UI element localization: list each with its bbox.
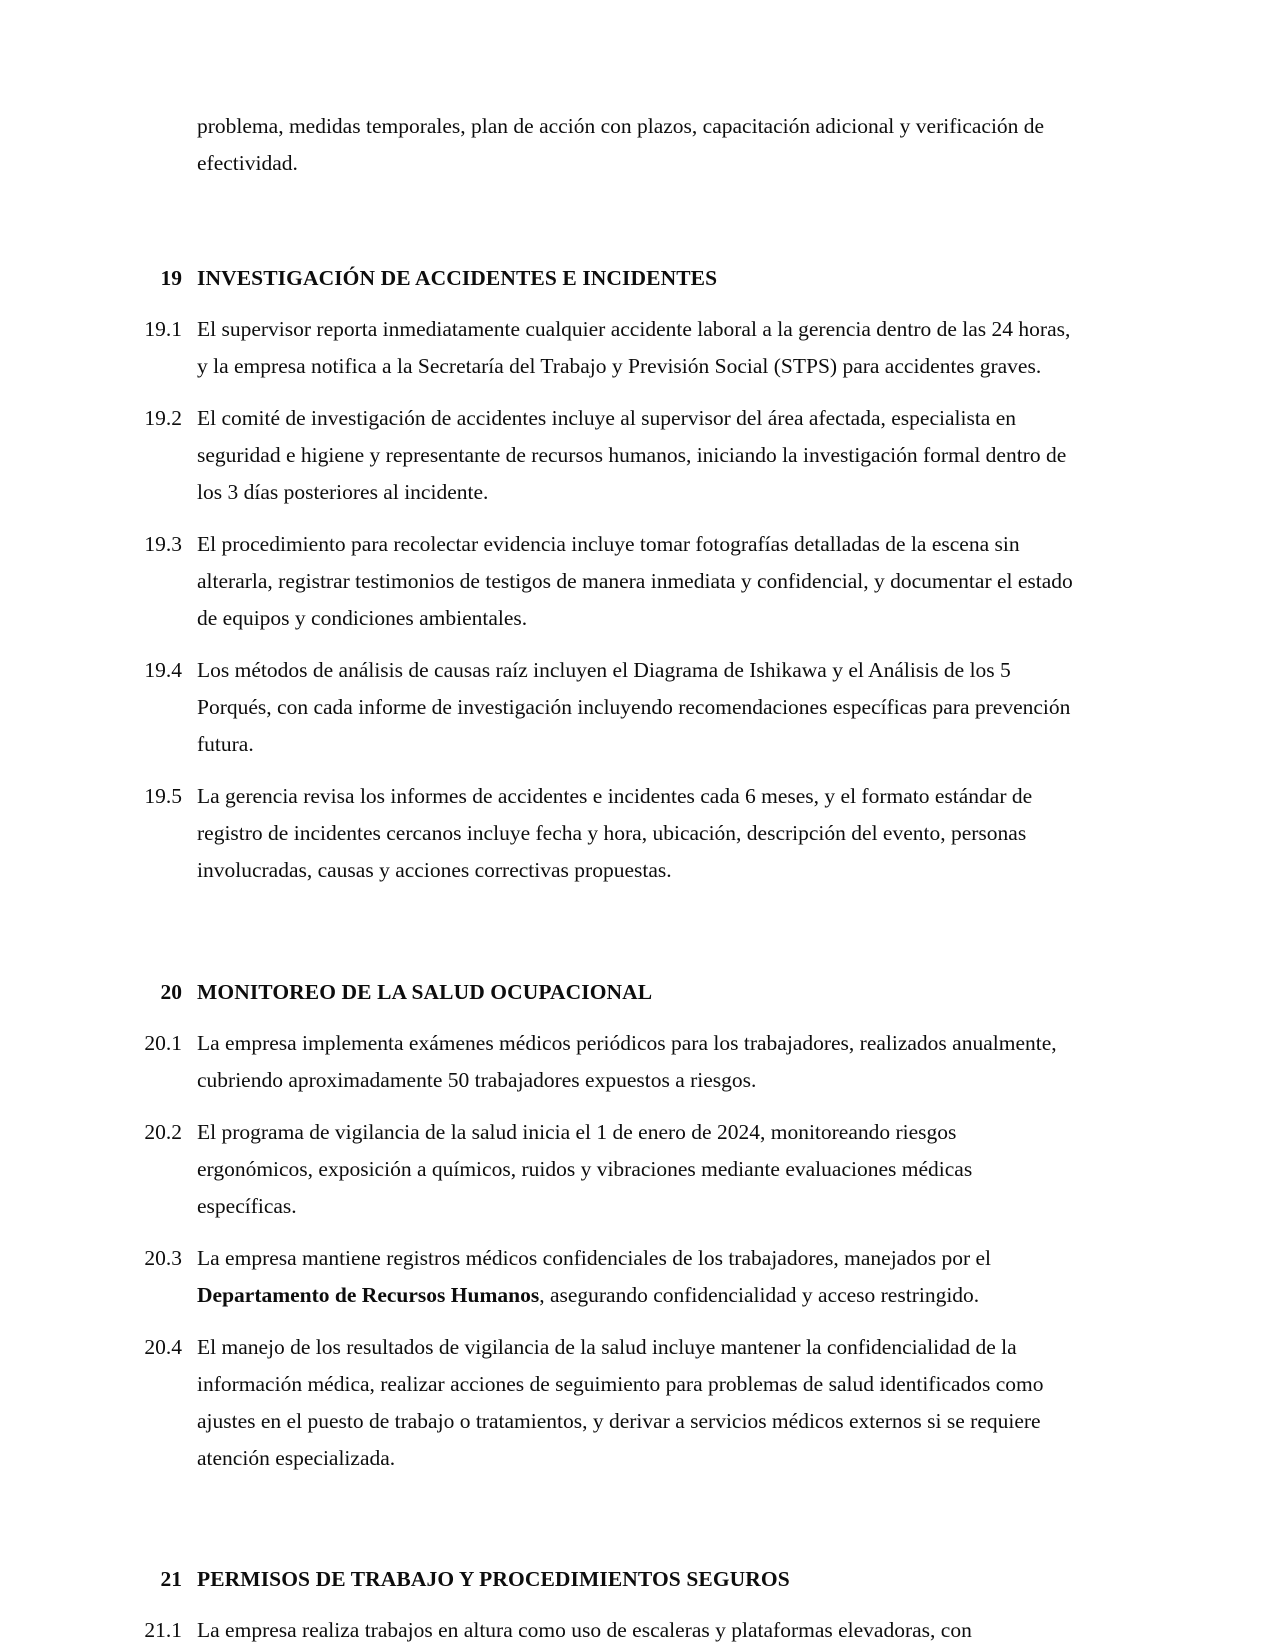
clause-number: 19.2 — [144, 405, 182, 430]
spacer — [132, 637, 1075, 652]
clause-19-1 — [132, 311, 1075, 385]
clause-20-3 — [132, 1240, 1075, 1314]
continuation-paragraph: problema, medidas temporales, plan de acción con plazos, capacitación adicional y verificación de efectividad. — [197, 114, 1045, 175]
clause-number: 19.5 — [144, 783, 182, 808]
section-heading-19 — [132, 260, 1075, 297]
spacer — [132, 1011, 1075, 1025]
clause-text: El manejo de los resultados de vigilancia de la salud incluye mantener la confidencialidad de la información médica, realizar acciones de seguimiento para problemas de salud identificados como ajustes en el puesto de trabajo o tratamientos, y derivar a servicios médicos externos si se requiere atención especializada. — [197, 1335, 1044, 1471]
clause-number: 20.3 — [144, 1246, 182, 1271]
clause-text: La empresa realiza trabajos en altura como uso de escaleras y plataformas elevadoras, con — [197, 1618, 972, 1643]
clause-number: 21.1 — [144, 1618, 182, 1643]
clause-19-2 — [132, 400, 1075, 511]
section-title: MONITOREO DE LA SALUD OCUPACIONAL — [197, 980, 653, 1005]
clause-number: 19.3 — [144, 531, 182, 556]
clause-text: El procedimiento para recolectar evidencia incluye tomar fotografías detalladas de la escena sin alterarla, registrar testimonios de testigos de manera inmediata y confidencial, y documentar el estado de equipos y condiciones ambientales. — [197, 531, 1073, 630]
clause-text: El supervisor reporta inmediatamente cualquier accidente laboral a la gerencia dentro de las 24 horas, y la empresa notifica a la Secretaría del Trabajo y Previsión Social (STPS) para accidentes graves. — [197, 316, 1071, 378]
spacer — [132, 1598, 1075, 1612]
section-heading-21 — [132, 1561, 1075, 1598]
clause-19-4 — [132, 652, 1075, 763]
section-number: 20 — [160, 980, 182, 1005]
spacer — [132, 182, 1075, 260]
clause-20-2 — [132, 1114, 1075, 1225]
clause-text-tail: , asegurando confidencialidad y acceso restringido. — [539, 1283, 980, 1308]
spacer — [132, 385, 1075, 400]
spacer — [132, 511, 1075, 526]
clause-number: 19.1 — [144, 316, 182, 341]
section-title: INVESTIGACIÓN DE ACCIDENTES E INCIDENTES — [197, 265, 718, 290]
document-body — [132, 108, 1075, 1649]
clause-19-3 — [132, 526, 1075, 637]
clause-text: La empresa implementa exámenes médicos periódicos para los trabajadores, realizados anualmente, cubriendo aproximadamente 50 trabajadores expuestos a riesgos. — [197, 1031, 1057, 1093]
clause-number: 20.1 — [144, 1031, 182, 1056]
clause-text: Los métodos de análisis de causas raíz incluyen el Diagrama de Ishikawa y el Análisis de los 5 Porqués, con cada informe de investigación incluyendo recomendaciones específicas para prevención futura. — [197, 657, 1071, 756]
clause-number: 20.4 — [144, 1335, 182, 1360]
clause-20-1 — [132, 1025, 1075, 1099]
spacer — [132, 297, 1075, 311]
clause-text-lead: La empresa mantiene registros médicos confidenciales de los trabajadores, manejados por el — [197, 1246, 992, 1271]
clause-20-4 — [132, 1329, 1075, 1477]
section-title: PERMISOS DE TRABAJO Y PROCEDIMIENTOS SEGUROS — [197, 1567, 790, 1592]
section-number: 19 — [160, 265, 182, 290]
clause-21-1 — [132, 1612, 1075, 1649]
clause-text: El programa de vigilancia de la salud inicia el 1 de enero de 2024, monitoreando riesgos ergonómicos, exposición a químicos, ruidos y vibraciones mediante evaluaciones médicas específicas. — [197, 1120, 973, 1219]
clause-text: La gerencia revisa los informes de accidentes e incidentes cada 6 meses, y el formato estándar de registro de incidentes cercanos incluye fecha y hora, ubicación, descripción del evento, personas involucradas, causas y acciones correctivas propuestas. — [197, 783, 1033, 882]
clause-number: 20.2 — [144, 1120, 182, 1145]
clause-text: El comité de investigación de accidentes incluye al supervisor del área afectada, especialista en seguridad e higiene y representante de recursos humanos, iniciando la investigación formal dentro de los 3 días posteriores al incidente. — [197, 405, 1067, 504]
spacer — [132, 763, 1075, 778]
spacer — [132, 1314, 1075, 1329]
spacer — [132, 1477, 1075, 1561]
clause-text — [197, 1240, 1075, 1314]
spacer — [132, 1225, 1075, 1240]
spacer — [132, 1099, 1075, 1114]
clause-number: 19.4 — [144, 657, 182, 682]
clause-19-5 — [132, 778, 1075, 889]
section-heading-20 — [132, 974, 1075, 1011]
responsible-department-emphasis: Departamento de Recursos Humanos — [197, 1283, 540, 1308]
spacer — [132, 888, 1075, 974]
section-number: 21 — [160, 1567, 182, 1592]
